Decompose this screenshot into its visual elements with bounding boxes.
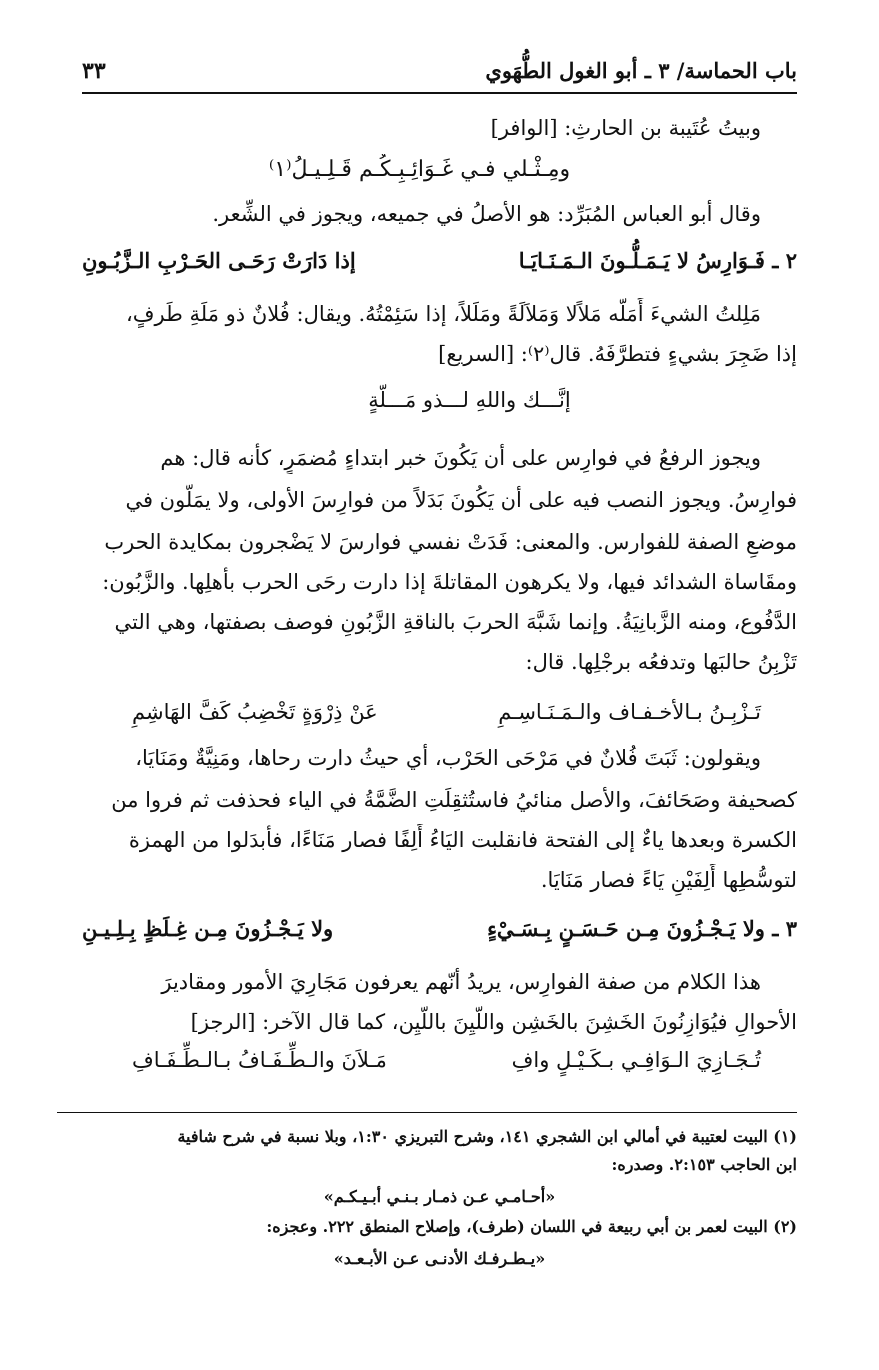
quoted-verse [132, 700, 761, 732]
poem-verse-3 [82, 916, 797, 948]
text-line: وبيتُ عُتَيبة بن الحارثِ: [الوافر] [490, 116, 761, 140]
verse-hemistich-first: ٣ ـ ولا يَـجْـزُونَ مِـن حَـسَـنٍ بِـسَـيْءٍ [487, 916, 797, 941]
text-line: لتوسُّطِها أَلِفَيْنِ يَاءً فصار مَنَايَا. [540, 868, 797, 892]
footnote-2-verse: «يـطـرفـك الأدنـى عـن الأبـعـد» [333, 1249, 546, 1268]
text-line: تَزْبِنُ حالبَها وتدفعُه برجْلِها. قال: [525, 650, 797, 674]
running-title: باب الحماسة/ ٣ ـ أبو الغول الطُّهَوي [485, 58, 797, 83]
verse-hemistich-second: مَـلاَنَ والـطِّـفَـافُ بـالـطِّـفَـافِ [132, 1048, 387, 1072]
text-line: إذا ضَجِرَ بشيءٍ فتطرَّفَهُ. قال⁽٢⁾: [السريع] [438, 342, 797, 366]
text-line: الكسرة وبعدها ياءٌ إلى الفتحة فانقلبت اليَاءُ أَلِفًا فصار مَنَاءًا، فأَبدَلوا من الهمزة [128, 828, 797, 852]
quoted-verse [132, 1048, 761, 1080]
verse-hemistich-second: ولا يَـجْـزُونَ مِـن غِـلَظٍ بِـلِـيـنِ [82, 916, 334, 941]
footnote-1-verse: «أحـامـي عـن ذمـار بـنـي أبـيـكـم» [323, 1187, 556, 1206]
footnote-1-continued: ابن الحاجب ٢:١٥٣. وصدره: [611, 1155, 797, 1174]
text-line: ومقَاساة الشدائد فيها، ولا يكرهون المقاتلةَ إذا دارت رحَى الحرب بأهلِها. والزَّبُون: [102, 570, 797, 594]
verse-hemistich-first: تُـجَـازِيَ الـوَافِـي بـكَـيْـلٍ وافِ [511, 1048, 761, 1072]
text-line: مَلِلتُ الشيءَ أَمَلُّه مَلاًلا وَمَلاَلَةً ومَلَلاً، إذا سَئِمْتُهُ. ويقال: فُلانٌ ذو مَلَةِ طَرفٍ، [126, 302, 761, 326]
verse-hemistich-first: ٢ ـ فَـوَارِسُ لا يَـمَـلُّـونَ الـمَـنَـايَـا [518, 248, 797, 273]
verse-hemistich-second: عَنْ ذِرْوَةٍ تَخْضِبُ كَفَّ الهَاشِمِ [132, 700, 378, 724]
text-line: الأحوالِ فيُوَازِنُونَ الخَشِنَ بالخَشِن واللَّيِنَ باللَّيِن، كما قال الآخر: [الرجز] [190, 1010, 797, 1034]
verse-quote: إنَّـــك واللهِ لـــذو مَـــلَّةٍ [368, 388, 571, 412]
text-line: فوارِسُ. ويجوز النصب فيه على أن يَكُونَ بَدَلاً من فوارِسَ الأولى، ولا يمَلُّون في [125, 488, 797, 512]
text-line: كصحيفة وصَحَائفَ، والأصل منائيُ فاستُثقِلَتِ الضَّمَّةُ في الياء فحذفت ثم فروا من [111, 788, 797, 812]
footnote-2: (٢) البيت لعمر بن أبي ربيعة في اللسان (طرف)، وإصلاح المنطق ٢٢٢. وعجزه: [266, 1217, 797, 1236]
text-line: موضعِ الصفة للفوارس. والمعنى: فَدَتْ نفسي فوارسَ لا يَضْجرون بمكايدة الحرب [104, 530, 797, 554]
page-number: ٣٣ [82, 58, 106, 84]
text-line: الدَّفُوع، ومنه الزَّبانِيَةُ. وإنما شَبَّهَ الحربَ بالناقةِ الزَّبُونِ فوصف بصفتها، وهي التي [114, 610, 797, 634]
page-header [82, 56, 797, 94]
footnote-1: (١) البيت لعتيبة في أمالي ابن الشجري ١٤١، وشرح التبريزي ١:٣٠، وبلا نسبة في شرح شافية [177, 1127, 797, 1146]
text-line: هذا الكلام من صفة الفوارِس، يريدُ أنّهم يعرفون مَجَارِيَ الأمور ومقاديرَ [161, 970, 761, 994]
text-line: ويجوز الرفعُ في فوارِس على أن يَكُونَ خبر ابتداءٍ مُضمَرٍ، كأنه قال: هم [160, 446, 761, 470]
verse-hemistich-first: تَـزْبِـنُ بـالأخـفـاف والـمَـنَـاسِـمِ [498, 700, 761, 724]
verse-hemistich-second: إذا دَارَتْ رَحَـى الحَـرْبِ الـزَّبُـونِ [82, 248, 356, 273]
text-line: ويقولون: ثَبَتَ فُلانٌ في مَرْحَى الحَرْب، أي حيثُ دارت رحاها، ومَنِيَّةٌ ومَنَايَا، [135, 746, 761, 770]
text-line: وقال أبو العباس المُبَرِّد: هو الأصلُ في جميعه، ويجوز في الشِّعر. [212, 202, 761, 226]
poem-verse-2 [82, 248, 797, 280]
footnote-divider [57, 1112, 797, 1113]
verse-quote: ومِـثْـلي فـي غَـوَائِـبِـكُـم قَـلِـيـلُ⁽١⁾ [268, 157, 571, 182]
